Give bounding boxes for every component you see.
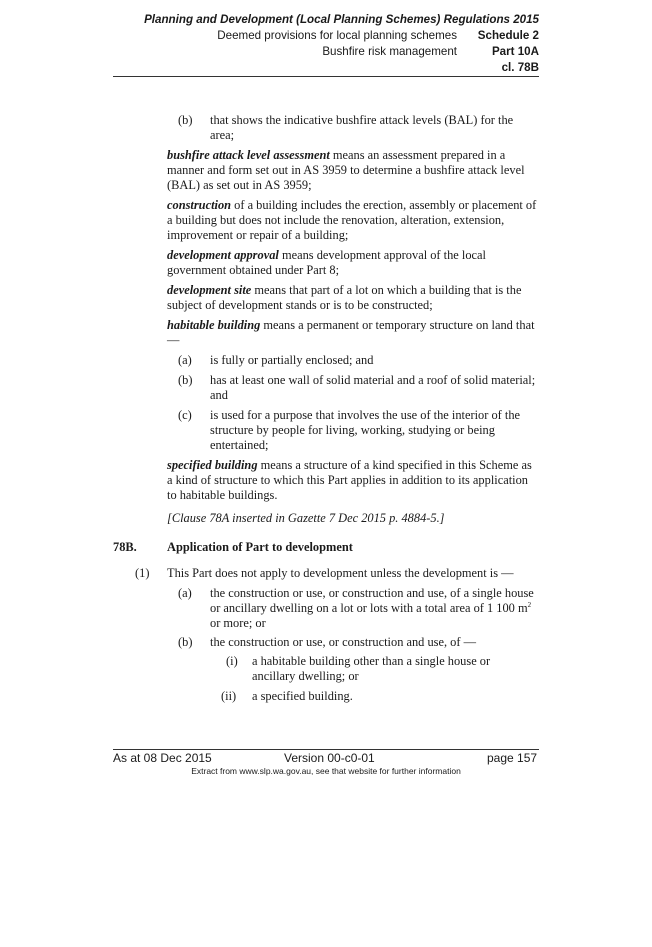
definition-text: means that part of a lot on which a building that is the subject of development stands or is to be constructed; bbox=[167, 283, 522, 312]
item-text: is used for a purpose that involves the use of the interior of the structure by people for living, working, studying or being entertained; bbox=[210, 408, 521, 452]
item-text: has at least one wall of solid material and a roof of solid material; and bbox=[210, 373, 536, 402]
definition-construction bbox=[167, 198, 539, 243]
definition-text: means a structure of a kind specified in this Scheme as a kind of structure to which this Part applies in addition to its application to habitable buildings. bbox=[167, 458, 532, 502]
defined-term: development approval bbox=[167, 248, 279, 262]
defined-term: habitable building bbox=[167, 318, 261, 332]
item-number: (a) bbox=[178, 353, 192, 367]
definition-development-site bbox=[167, 283, 539, 313]
subparagraph-text: a specified building. bbox=[252, 689, 353, 703]
item-number: (b) bbox=[178, 113, 193, 127]
subparagraph-number: (ii) bbox=[221, 689, 237, 703]
paragraph-text-part: or more; or bbox=[210, 616, 266, 630]
defined-term: development site bbox=[167, 283, 252, 297]
definition-text: means development approval of the local government obtained under Part 8; bbox=[167, 248, 486, 277]
subsection-number: (1) bbox=[135, 566, 150, 580]
footer-extract-notice: Extract from www.slp.wa.gov.au, see that website for further information bbox=[191, 766, 461, 776]
subparagraph-number: (i) bbox=[226, 654, 238, 668]
running-head-subdivision: Bushfire risk management bbox=[322, 45, 457, 58]
running-head-row-1 bbox=[217, 28, 539, 44]
paragraph-number: (a) bbox=[178, 586, 192, 600]
definition-text: means a permanent or temporary structure on land that — bbox=[167, 318, 535, 347]
definition-development-approval bbox=[167, 248, 539, 278]
footer-rule bbox=[113, 749, 539, 750]
item-text: is fully or partially enclosed; and bbox=[210, 353, 374, 367]
running-head-part: Part 10A bbox=[491, 45, 539, 58]
definition-bal-assessment bbox=[167, 148, 539, 193]
paragraph-number: (b) bbox=[178, 635, 193, 649]
subsection-text: This Part does not apply to development unless the development is — bbox=[167, 566, 514, 580]
footer-version: Version 00-c0-01 bbox=[284, 751, 375, 765]
item-number: (c) bbox=[178, 408, 192, 422]
amendment-note: [Clause 78A inserted in Gazette 7 Dec 2015 p. 4884-5.] bbox=[167, 511, 445, 525]
superscript: 2 bbox=[527, 600, 532, 609]
section-number: 78B. bbox=[113, 540, 137, 554]
defined-term: construction bbox=[167, 198, 232, 212]
header-rule bbox=[113, 76, 539, 77]
definition-habitable-building bbox=[167, 318, 539, 348]
paragraph-text bbox=[210, 586, 540, 631]
running-head-division: Deemed provisions for local planning schemes bbox=[217, 29, 457, 42]
definition-text: means an assessment prepared in a manner and form set out in AS 3959 to determine a bushfire attack level (BAL) as set out in AS 3959; bbox=[167, 148, 525, 192]
section-heading: Application of Part to development bbox=[167, 540, 353, 554]
item-number: (b) bbox=[178, 373, 193, 387]
running-head-title: Planning and Development (Local Planning Schemes) Regulations 2015 bbox=[144, 13, 539, 26]
footer-page-number: page 157 bbox=[487, 751, 538, 765]
definition-specified-building bbox=[167, 458, 539, 503]
defined-term: specified building bbox=[167, 458, 258, 472]
subparagraph-text: a habitable building other than a single house or ancillary dwelling; or bbox=[252, 654, 491, 683]
paragraph-text-part: the construction or use, or construction and use, of a single house or ancillary dwelling on a lot or lots with a total area of 1 100 m bbox=[210, 586, 534, 615]
running-head-schedule: Schedule 2 bbox=[477, 29, 539, 42]
item-text: that shows the indicative bushfire attack levels (BAL) for the area; bbox=[210, 113, 514, 142]
running-head-row-3 bbox=[471, 60, 539, 76]
running-head-row-2 bbox=[322, 44, 539, 60]
running-head-clause: cl. 78B bbox=[501, 61, 539, 74]
definition-text: of a building includes the erection, assembly or placement of a building but does not include the renovation, alteration, extension, improvement or repair of a building; bbox=[167, 198, 537, 242]
paragraph-text: the construction or use, or construction and use, of — bbox=[210, 635, 476, 649]
footer-date: As at 08 Dec 2015 bbox=[113, 751, 212, 765]
defined-term: bushfire attack level assessment bbox=[167, 148, 330, 162]
